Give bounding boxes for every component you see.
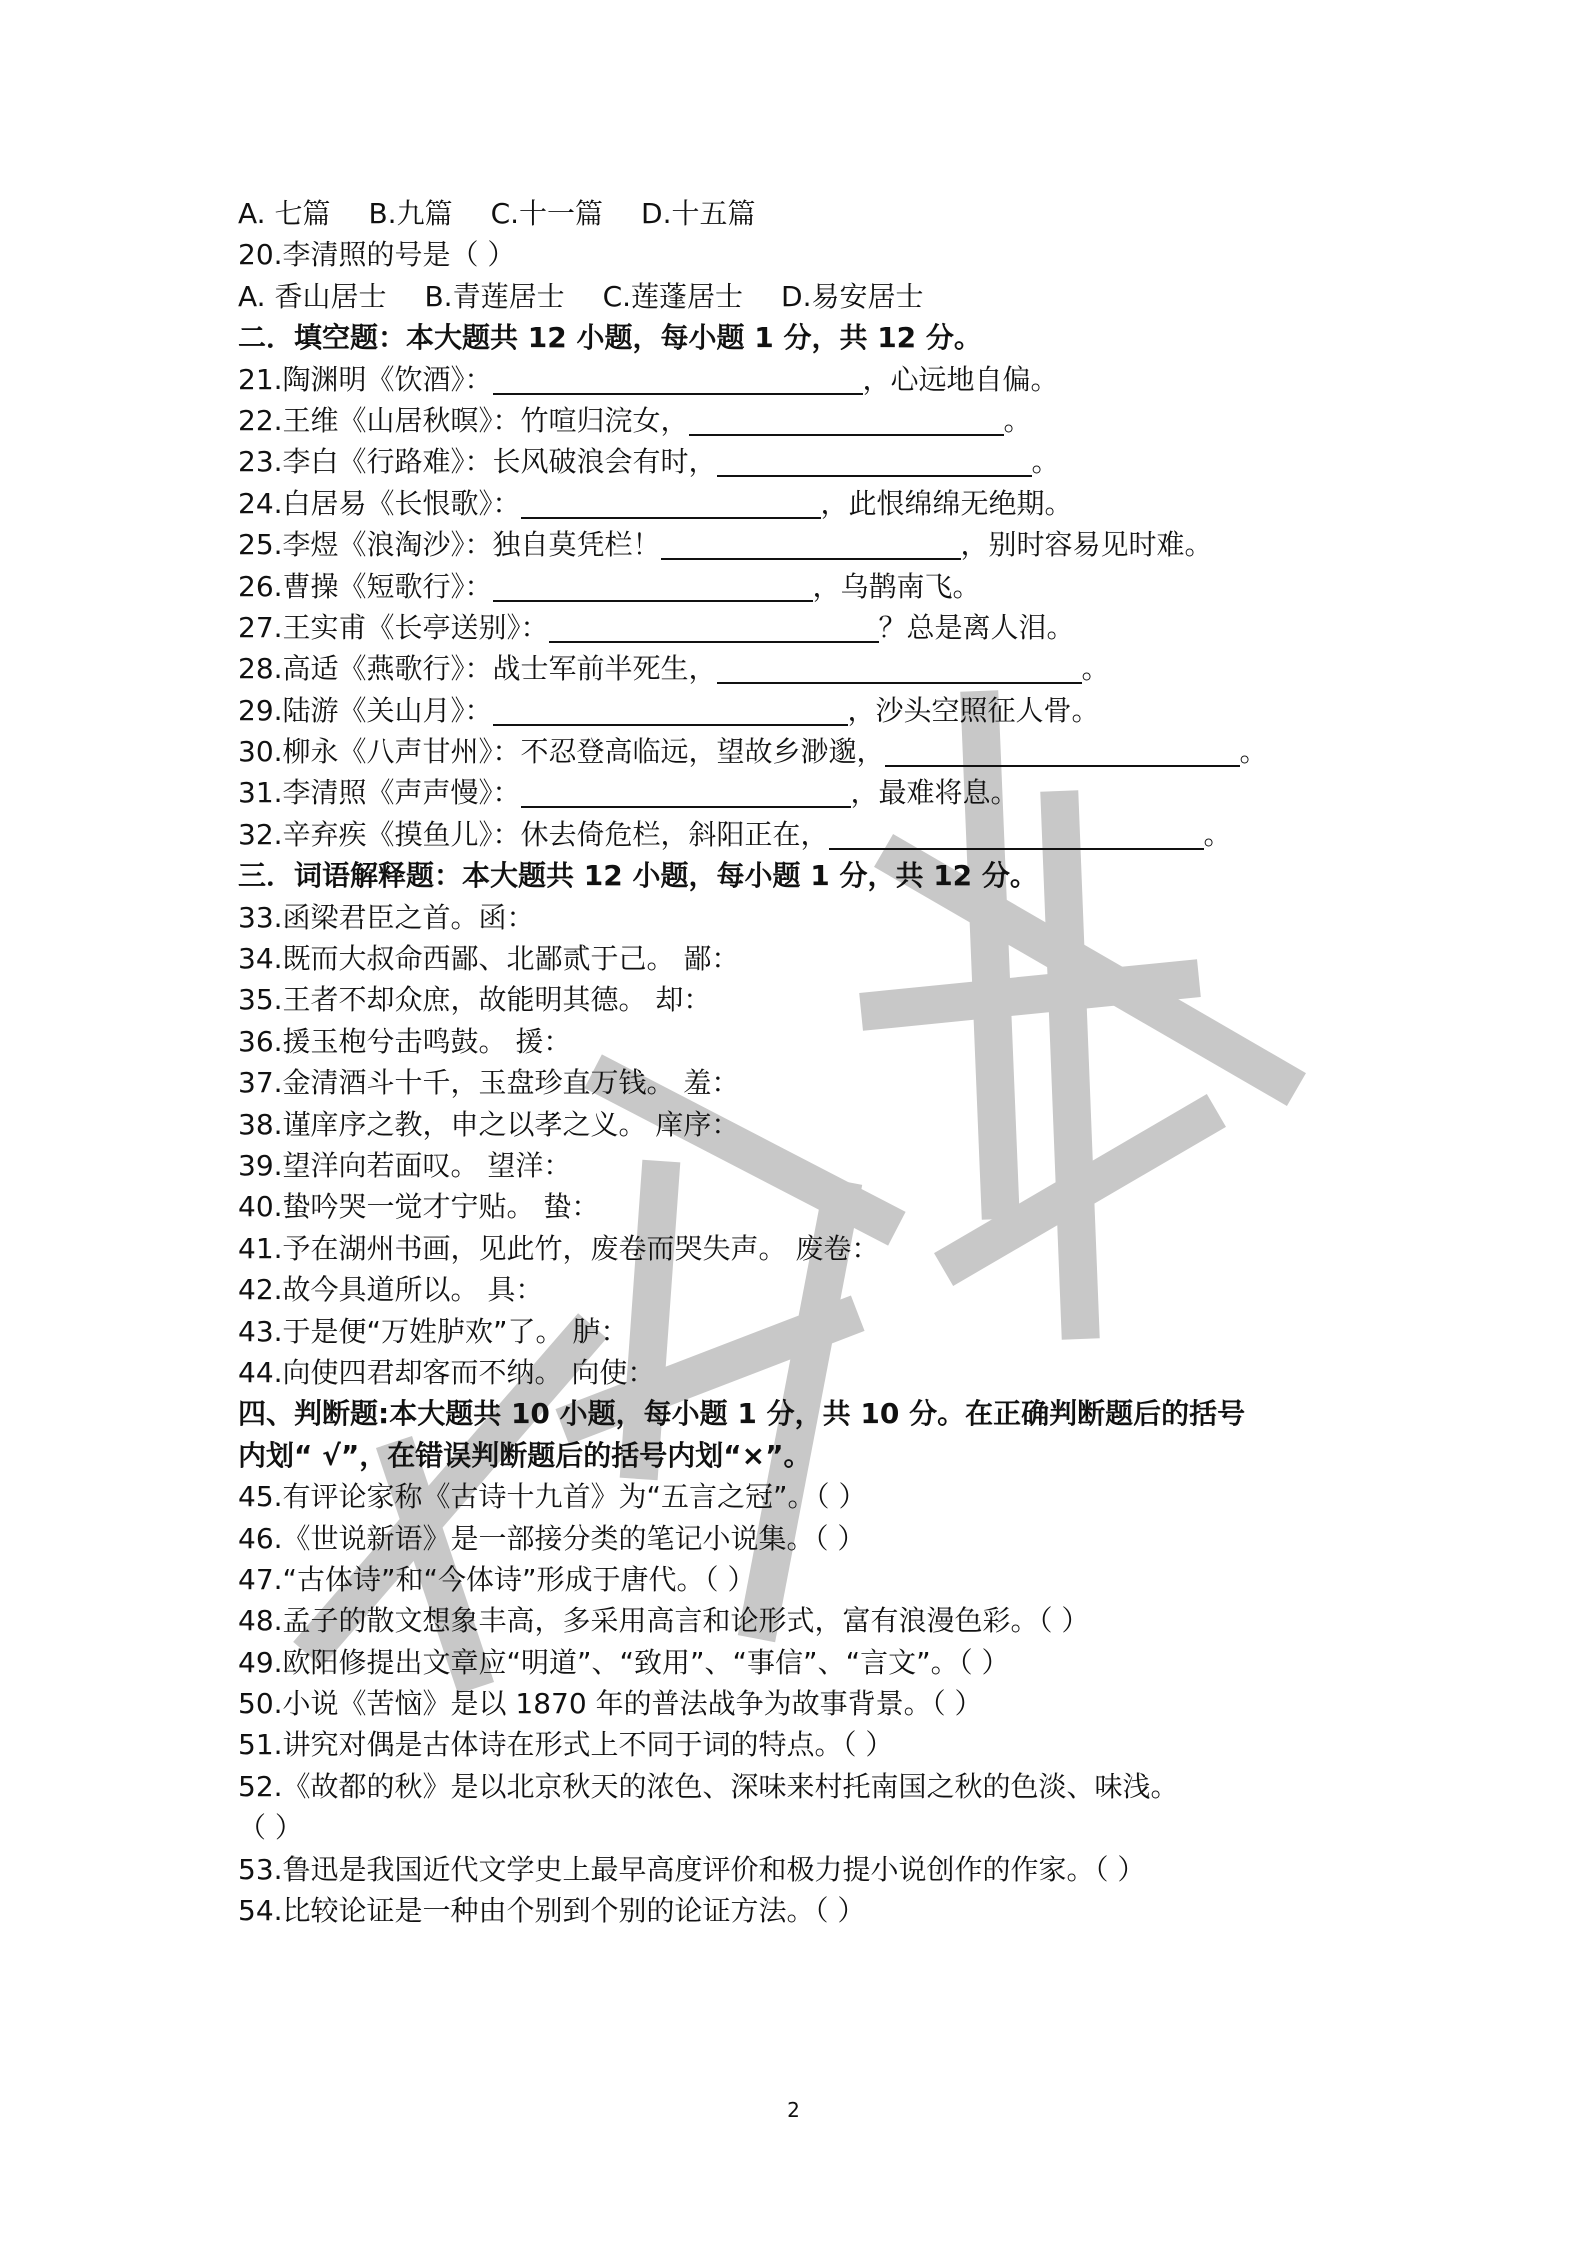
fill-blank-question <box>238 648 1368 689</box>
question-suffix: ，最难将息。 <box>850 776 1019 810</box>
question-line: 47.“古体诗”和“今体诗”形成于唐代。（ ） <box>238 1562 756 1596</box>
answer-blank <box>717 654 1082 684</box>
question-line: 52.《故都的秋》是以北京秋天的浓色、深味来村托南国之秋的色淡、味浅。 <box>238 1769 1179 1803</box>
question-prompt: 28.高适《燕歌行》：战士军前半死生， <box>238 652 717 686</box>
answer-blank <box>493 572 813 602</box>
question-prompt: 26.曹操《短歌行》： <box>238 569 493 603</box>
option-item: B.青莲居士 <box>424 279 565 313</box>
section-heading: 内划“ √”，在错误判断题后的括号内划“×”。 <box>238 1438 812 1472</box>
answer-blank <box>717 447 1032 477</box>
answer-blank <box>829 820 1204 850</box>
question-line: 44.向使四君却客而不纳。 向使： <box>238 1355 656 1389</box>
question-prompt: 23.李白《行路难》：长风破浪会有时， <box>238 445 717 479</box>
options-line <box>238 276 1368 317</box>
question-line: 53.鲁迅是我国近代文学史上最早高度评价和极力提小说创作的作家。（ ） <box>238 1852 1146 1886</box>
section-heading: 四、判断题:本大题共 10 小题，每小题 1 分，共 10 分。在正确判断题后的括号 <box>238 1397 1246 1431</box>
question-line: 46.《世说新语》是一部接分类的笔记小说集。（ ） <box>238 1521 866 1555</box>
question-suffix: ，别时容易见时难。 <box>960 528 1213 562</box>
answer-blank <box>493 696 848 726</box>
question-line: 35.王者不却众庶，故能明其德。 却： <box>238 983 712 1017</box>
question-line: 39.望洋向若面叹。 望洋： <box>238 1148 572 1182</box>
options-line <box>238 193 1368 234</box>
option-item: C.十一篇 <box>490 197 604 230</box>
answer-blank <box>689 406 1004 436</box>
fill-blank-question <box>238 814 1368 855</box>
question-line: 38.谨庠序之教，申之以孝之义。 庠序： <box>238 1107 740 1141</box>
question-line: 45.有评论家称《古诗十九首》为“五言之冠”。（ ） <box>238 1480 867 1514</box>
fill-blank-question <box>238 359 1368 400</box>
option-item: A. 香山居士 <box>238 279 387 313</box>
fill-blank-question <box>238 607 1368 648</box>
question-line: 49.欧阳修提出文章应“明道”、“致用”、“事信”、“言文”。（ ） <box>238 1645 1010 1679</box>
question-line: （ ） <box>238 1811 303 1845</box>
answer-blank <box>661 530 961 560</box>
question-suffix: ，心远地自偏。 <box>862 362 1059 396</box>
question-line: 41.予在湖州书画，见此竹，废卷而哭失声。 废卷： <box>238 1231 880 1265</box>
fill-blank-question <box>238 690 1368 731</box>
question-suffix: 。 <box>1203 817 1232 851</box>
question-line: 51.讲究对偶是古体诗在形式上不同于词的特点。（ ） <box>238 1728 894 1762</box>
question-prompt: 30.柳永《八声甘州》：不忍登高临远，望故乡渺邈， <box>238 735 885 769</box>
answer-blank <box>549 613 879 643</box>
question-line: 34.既而大叔命西鄙、北鄙贰于己。 鄙： <box>238 942 740 976</box>
answer-blank <box>521 489 821 519</box>
question-line: 54.比较论证是一种由个别到个别的论证方法。（ ） <box>238 1894 866 1928</box>
fill-blank-question <box>238 731 1368 772</box>
answer-blank <box>885 737 1240 767</box>
question-prompt: 22.王维《山居秋暝》：竹喧归浣女， <box>238 403 689 437</box>
option-item: C.莲蓬居士 <box>602 279 744 313</box>
question-prompt: 21.陶渊明《饮酒》： <box>238 362 493 396</box>
question-suffix: ？总是离人泪。 <box>878 610 1075 644</box>
fill-blank-question <box>238 483 1368 524</box>
option-item: D.易安居士 <box>781 279 924 313</box>
question-suffix: ，沙头空照征人骨。 <box>847 693 1100 727</box>
question-line: 40.蛰吟哭一觉才宁贴。 蛰： <box>238 1190 600 1224</box>
question-suffix: ，此恨绵绵无绝期。 <box>820 486 1073 520</box>
question-prompt: 29.陆游《关山月》： <box>238 693 493 727</box>
question-suffix: 。 <box>1003 403 1032 437</box>
question-prompt: 24.白居易《长恨歌》： <box>238 486 521 520</box>
question-line: 50.小说《苦恼》是以 1870 年的普法战争为故事背景。（ ） <box>238 1687 983 1721</box>
option-item: A. 七篇 <box>238 197 331 230</box>
fill-blank-question <box>238 441 1368 482</box>
answer-blank <box>521 778 851 808</box>
question-line: 37.金清酒斗十千，玉盘珍直万钱。 羞： <box>238 1066 740 1100</box>
question-line: 20.李清照的号是（ ） <box>238 238 516 272</box>
fill-blank-question <box>238 524 1368 565</box>
question-suffix: 。 <box>1031 445 1060 479</box>
question-suffix: ，乌鹊南飞。 <box>812 569 981 603</box>
question-prompt: 31.李清照《声声慢》： <box>238 776 521 810</box>
question-prompt: 25.李煜《浪淘沙》：独自莫凭栏！ <box>238 528 661 562</box>
answer-blank <box>493 365 863 395</box>
question-line: 42.故今具道所以。 具： <box>238 1273 544 1307</box>
fill-blank-question <box>238 566 1368 607</box>
question-suffix: 。 <box>1239 735 1268 769</box>
page-number: 2 <box>787 2098 800 2122</box>
question-line: 43.于是便“万姓胪欢”了。 胪： <box>238 1314 629 1348</box>
question-line: 36.援玉枹兮击鸣鼓。 援： <box>238 1024 572 1058</box>
document-content <box>238 193 1368 1931</box>
option-item: B.九篇 <box>368 197 453 230</box>
question-suffix: 。 <box>1081 652 1110 686</box>
section-heading: 二．填空题：本大题共 12 小题，每小题 1 分，共 12 分。 <box>238 321 982 355</box>
fill-blank-question <box>238 772 1368 813</box>
question-prompt: 27.王实甫《长亭送别》： <box>238 610 549 644</box>
fill-blank-question <box>238 400 1368 441</box>
question-line: 48.孟子的散文想象丰高，多采用高言和论形式，富有浪漫色彩。（ ） <box>238 1604 1090 1638</box>
option-item: D.十五篇 <box>641 197 756 230</box>
question-line: 33.函梁君臣之首。函： <box>238 900 535 934</box>
question-prompt: 32.辛弃疾《摸鱼儿》：休去倚危栏，斜阳正在， <box>238 817 829 851</box>
section-heading: 三．词语解释题：本大题共 12 小题，每小题 1 分，共 12 分。 <box>238 859 1038 893</box>
